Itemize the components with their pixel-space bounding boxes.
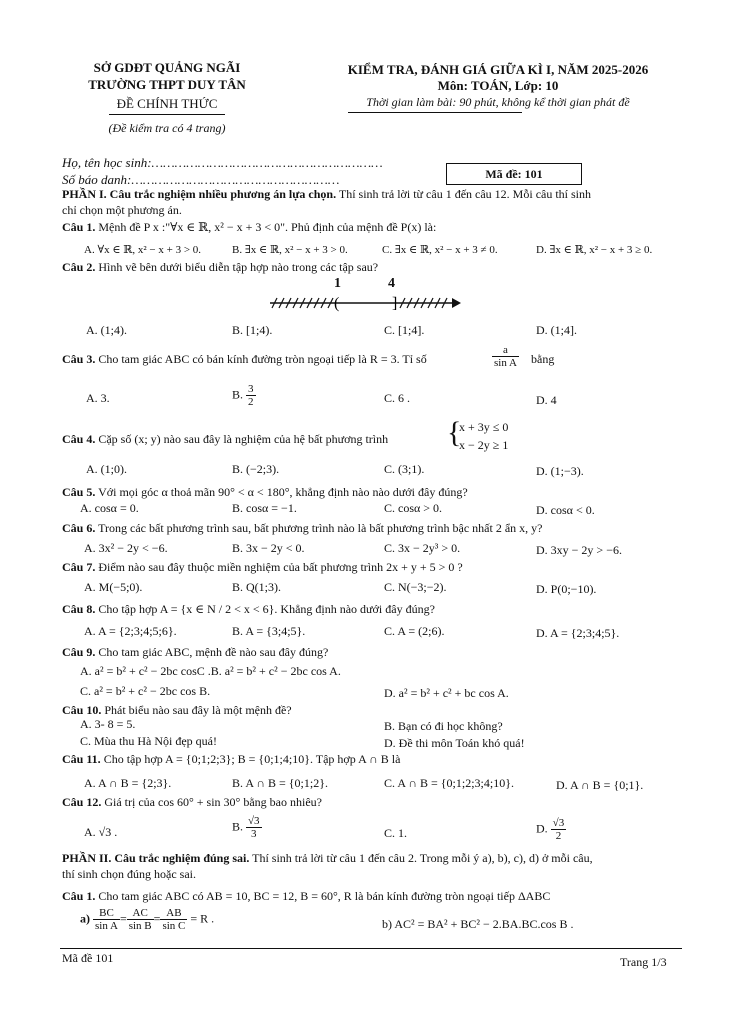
footer-page-number: Trang 1/3 bbox=[620, 955, 667, 969]
page-count-note: (Đề kiểm tra có 4 trang) bbox=[108, 121, 226, 135]
q12-b-den: 3 bbox=[251, 828, 257, 840]
exam-code-box: Mã đề: 101 bbox=[446, 163, 582, 185]
q9-label: Câu 9. bbox=[62, 645, 96, 659]
q5-label: Câu 5. bbox=[62, 485, 96, 499]
q1-option-c[interactable]: C. ∃x ∈ ℝ, x² − x + 3 ≠ 0. bbox=[382, 244, 498, 256]
q12-d-den: 2 bbox=[555, 830, 562, 842]
q2-option-d[interactable]: D. (1;4]. bbox=[536, 323, 577, 337]
q7-option-a[interactable]: A. M(−5;0). bbox=[84, 580, 143, 594]
part2-desc: Thí sinh trả lời từ câu 1 đến câu 2. Trong mỗi ý a), b), c), d) ở mỗi câu, bbox=[249, 851, 593, 865]
q9-text: Cho tam giác ABC, mệnh đề nào sau đây đúng? bbox=[95, 645, 329, 659]
q4-text: Cặp số (x; y) nào sau đây là nghiệm của hệ bất phương trình bbox=[95, 432, 389, 446]
q5-text: Với mọi góc α thoả mãn 90° < α < 180°, khẳng định nào nào dưới đây đúng? bbox=[95, 485, 468, 499]
q2-option-b[interactable]: B. [1;4). bbox=[232, 323, 273, 337]
q8-text: Cho tập hợp A = {x ∈ N / 2 < x < 6}. Khẳng định nào dưới đây đúng? bbox=[95, 602, 435, 616]
q8-option-a[interactable]: A. A = {2;3;4;5;6}. bbox=[84, 624, 177, 638]
official-label: ĐỀ CHÍNH THỨC bbox=[116, 96, 218, 111]
q10-option-c[interactable]: C. Mùa thu Hà Nội đẹp quá! bbox=[80, 734, 217, 748]
p2q1-a-den1: sin A bbox=[95, 920, 118, 932]
q2-option-a[interactable]: A. (1;4). bbox=[86, 323, 127, 337]
q5-option-a[interactable]: A. cosα = 0. bbox=[80, 501, 139, 515]
q1-stem bbox=[62, 220, 436, 235]
q1-label: Câu 1. bbox=[62, 220, 96, 234]
q4-option-c[interactable]: C. (3;1). bbox=[384, 462, 425, 476]
q6-stem bbox=[62, 521, 542, 536]
q5-option-d[interactable]: D. cosα < 0. bbox=[536, 503, 595, 517]
numberline-tick-4: 4 bbox=[388, 276, 395, 291]
q10-stem bbox=[62, 703, 292, 718]
q5-stem bbox=[62, 485, 468, 500]
student-name-line: Họ, tên học sinh:…………………………………………………… bbox=[62, 155, 383, 170]
q3-text: Cho tam giác ABC có bán kính đường tròn ngoại tiếp là R = 3. Tỉ số bbox=[95, 352, 427, 366]
q2-text: Hình vẽ bên dưới biểu diễn tập hợp nào trong các tập sau? bbox=[95, 260, 379, 274]
q8-label: Câu 8. bbox=[62, 602, 96, 616]
q9-option-d[interactable]: D. a² = b² + c² + bc cos A. bbox=[384, 686, 509, 700]
part1-title: PHẦN I. Câu trắc nghiệm nhiều phương án lựa chọn. bbox=[62, 187, 337, 201]
svg-text:]: ] bbox=[392, 295, 398, 312]
q6-text: Trong các bất phương trình sau, bất phương trình nào là bất phương trình bậc nhất 2 ẩn x, y? bbox=[95, 521, 543, 535]
student-id-line: Số báo danh:……………………………………………… bbox=[62, 172, 340, 187]
q3-option-d[interactable]: D. 4 bbox=[536, 393, 557, 407]
department-name: SỞ GDĐT QUẢNG NGÃI bbox=[93, 60, 241, 75]
q12-text: Giá trị của cos 60° + sin 30° bằng bao nhiêu? bbox=[101, 795, 322, 809]
q2-option-c[interactable]: C. [1;4]. bbox=[384, 323, 425, 337]
q4-system-eq2: x − 2y ≥ 1 bbox=[459, 438, 509, 452]
q12-b-num: √3 bbox=[248, 815, 260, 827]
q12-option-b[interactable] bbox=[232, 815, 262, 840]
svg-text:(: ( bbox=[334, 295, 340, 312]
q11-option-c[interactable]: C. A ∩ B = {0;1;2;3;4;10}. bbox=[384, 776, 514, 790]
q3-frac-num: a bbox=[492, 344, 519, 357]
part2-intro bbox=[62, 851, 593, 866]
q6-option-b[interactable]: B. 3x − 2y < 0. bbox=[232, 541, 305, 555]
q4-system-brace: { bbox=[447, 416, 462, 449]
q3-option-c[interactable]: C. 6 . bbox=[384, 391, 411, 405]
part1-desc: Thí sinh trả lời từ câu 1 đến câu 12. Mỗi câu thí sinh bbox=[336, 187, 592, 201]
q12-label: Câu 12. bbox=[62, 795, 102, 809]
p2q1-a-tail: = R . bbox=[190, 911, 215, 926]
q9-option-c[interactable]: C. a² = b² + c² − 2bc cos B. bbox=[80, 684, 211, 698]
q3-fraction bbox=[492, 344, 519, 369]
q8-option-d[interactable]: D. A = {2;3;4;5}. bbox=[536, 626, 620, 640]
part2-title: PHẦN II. Câu trắc nghiệm đúng sai. bbox=[62, 851, 250, 865]
q10-option-d[interactable]: D. Đề thi môn Toán khó quá! bbox=[384, 736, 525, 750]
q8-option-b[interactable]: B. A = {3;4;5}. bbox=[232, 624, 306, 638]
q10-option-a[interactable]: A. 3- 8 = 5. bbox=[80, 717, 136, 731]
q3-frac-den: sin A bbox=[494, 357, 517, 369]
q4-system-eq1: x + 3y ≤ 0 bbox=[459, 420, 509, 434]
q7-option-c[interactable]: C. N(−3;−2). bbox=[384, 580, 447, 594]
q11-option-a[interactable]: A. A ∩ B = {2;3}. bbox=[84, 776, 172, 790]
part1-desc-line2: chỉ chọn một phương án. bbox=[62, 203, 182, 217]
q4-option-a[interactable]: A. (1;0). bbox=[86, 462, 127, 476]
q2-label: Câu 2. bbox=[62, 260, 96, 274]
p2q1-statement-b[interactable]: b) AC² = BA² + BC² − 2.BA.BC.cos B . bbox=[382, 917, 574, 931]
p2q1-label: Câu 1. bbox=[62, 889, 96, 903]
q9-stem bbox=[62, 645, 328, 660]
numberline-tick-1: 1 bbox=[334, 276, 341, 291]
q6-option-a[interactable]: A. 3x² − 2y < −6. bbox=[84, 541, 168, 555]
q4-option-b[interactable]: B. (−2;3). bbox=[232, 462, 280, 476]
q4-label: Câu 4. bbox=[62, 432, 96, 446]
q11-option-b[interactable]: B. A ∩ B = {0;1;2}. bbox=[232, 776, 328, 790]
exam-title: KIỂM TRA, ĐÁNH GIÁ GIỮA KÌ I, NĂM 2025-2026 bbox=[347, 62, 649, 77]
part1-intro bbox=[62, 187, 591, 202]
part2-desc-line2: thí sinh chọn đúng hoặc sai. bbox=[62, 867, 196, 881]
q11-stem bbox=[62, 752, 400, 767]
q1-text: Mệnh đề P x :"∀x ∈ ℝ, x² − x + 3 < 0". Phủ định của mệnh đề P(x) là: bbox=[95, 220, 437, 234]
header-underline-right bbox=[348, 112, 522, 113]
q6-option-c[interactable]: C. 3x − 2y³ > 0. bbox=[384, 541, 461, 555]
q12-option-d-prefix: D. bbox=[536, 821, 548, 836]
p2q1-a-num1: BC bbox=[93, 907, 120, 920]
p2q1-a-label: a) bbox=[80, 911, 90, 926]
number-line-diagram bbox=[268, 292, 462, 314]
q8-option-c[interactable]: C. A = (2;6). bbox=[384, 624, 445, 638]
q11-label: Câu 11. bbox=[62, 752, 101, 766]
q7-label: Câu 7. bbox=[62, 560, 96, 574]
p2q1-statement-a[interactable]: a) $\frac{BC}{\text{sin A}}$ = $\frac{AC}{\text{sin B}}$ = $\frac{AB}{\text{sin C}}$ = R . bbox=[80, 907, 215, 932]
q3-tail: bằng bbox=[531, 352, 555, 366]
p2q1-text: Cho tam giác ABC có AB = 10, BC = 12, B = 60°, R là bán kính đường tròn ngoại tiếp ΔABC bbox=[95, 889, 551, 903]
p2q1-a-den3: sin C bbox=[162, 920, 186, 932]
exam-time: Thời gian làm bài: 90 phút, không kể thời gian phát đề bbox=[366, 95, 630, 109]
q3-b-num: 3 bbox=[248, 383, 254, 395]
q3-option-b[interactable] bbox=[232, 383, 256, 408]
q6-option-d[interactable]: D. 3xy − 2y > −6. bbox=[536, 543, 622, 557]
q2-stem bbox=[62, 260, 378, 275]
q3-option-a[interactable]: A. 3. bbox=[86, 391, 110, 405]
footer-rule bbox=[60, 948, 682, 949]
q4-option-d[interactable]: D. (1;−3). bbox=[536, 464, 584, 478]
q10-label: Câu 10. bbox=[62, 703, 102, 717]
q10-text: Phát biểu nào sau đây là một mệnh đề? bbox=[101, 703, 292, 717]
q12-option-a[interactable]: A. √3 . bbox=[84, 825, 118, 839]
q12-option-d[interactable] bbox=[536, 817, 566, 842]
q12-option-b-prefix: B. bbox=[232, 819, 244, 834]
q3-option-b-prefix: B. bbox=[232, 387, 244, 402]
p2q1-a-num3: AB bbox=[160, 907, 187, 920]
q12-stem bbox=[62, 795, 322, 810]
header-underline-left bbox=[109, 114, 225, 115]
q11-text: Cho tập hợp A = {0;1;2;3}; B = {0;1;4;10}. Tập hợp A ∩ B là bbox=[100, 752, 401, 766]
school-name: TRƯỜNG THPT DUY TÂN bbox=[88, 77, 246, 92]
q4-stem bbox=[62, 432, 388, 447]
q1-option-b[interactable]: B. ∃x ∈ ℝ, x² − x + 3 > 0. bbox=[232, 244, 348, 256]
q1-option-a[interactable]: A. ∀x ∈ ℝ, x² − x + 3 > 0. bbox=[84, 244, 202, 256]
q9-option-a-b[interactable]: A. a² = b² + c² − 2bc cosC .B. a² = b² + c² − 2bc cos A. bbox=[80, 664, 341, 678]
p2q1-a-den2: sin B bbox=[128, 920, 152, 932]
q12-d-num: √3 bbox=[552, 817, 565, 829]
q3-stem bbox=[62, 352, 427, 367]
footer-exam-code: Mã đề 101 bbox=[62, 951, 114, 965]
q6-label: Câu 6. bbox=[62, 521, 96, 535]
q12-option-c[interactable]: C. 1. bbox=[384, 826, 408, 840]
exam-subject: Môn: TOÁN, Lớp: 10 bbox=[437, 78, 559, 93]
p2q1-a-num2: AC bbox=[127, 907, 154, 920]
q10-option-b[interactable]: B. Bạn có đi học không? bbox=[384, 719, 503, 733]
q5-option-b[interactable]: B. cosα = −1. bbox=[232, 501, 297, 515]
q3-b-den: 2 bbox=[248, 396, 254, 408]
q8-stem bbox=[62, 602, 435, 617]
p2q1-stem bbox=[62, 889, 550, 904]
q11-option-d[interactable]: D. A ∩ B = {0;1}. bbox=[556, 778, 644, 792]
q7-text: Điểm nào sau đây thuộc miền nghiệm của bất phương trình 2x + y + 5 > 0 ? bbox=[95, 560, 463, 574]
q5-option-c[interactable]: C. cosα > 0. bbox=[384, 501, 443, 515]
q7-option-b[interactable]: B. Q(1;3). bbox=[232, 580, 281, 594]
q3-label: Câu 3. bbox=[62, 352, 96, 366]
q7-stem bbox=[62, 560, 463, 575]
q7-option-d[interactable]: D. P(0;−10). bbox=[536, 582, 597, 596]
q1-option-d[interactable]: D. ∃x ∈ ℝ, x² − x + 3 ≥ 0. bbox=[536, 244, 653, 256]
